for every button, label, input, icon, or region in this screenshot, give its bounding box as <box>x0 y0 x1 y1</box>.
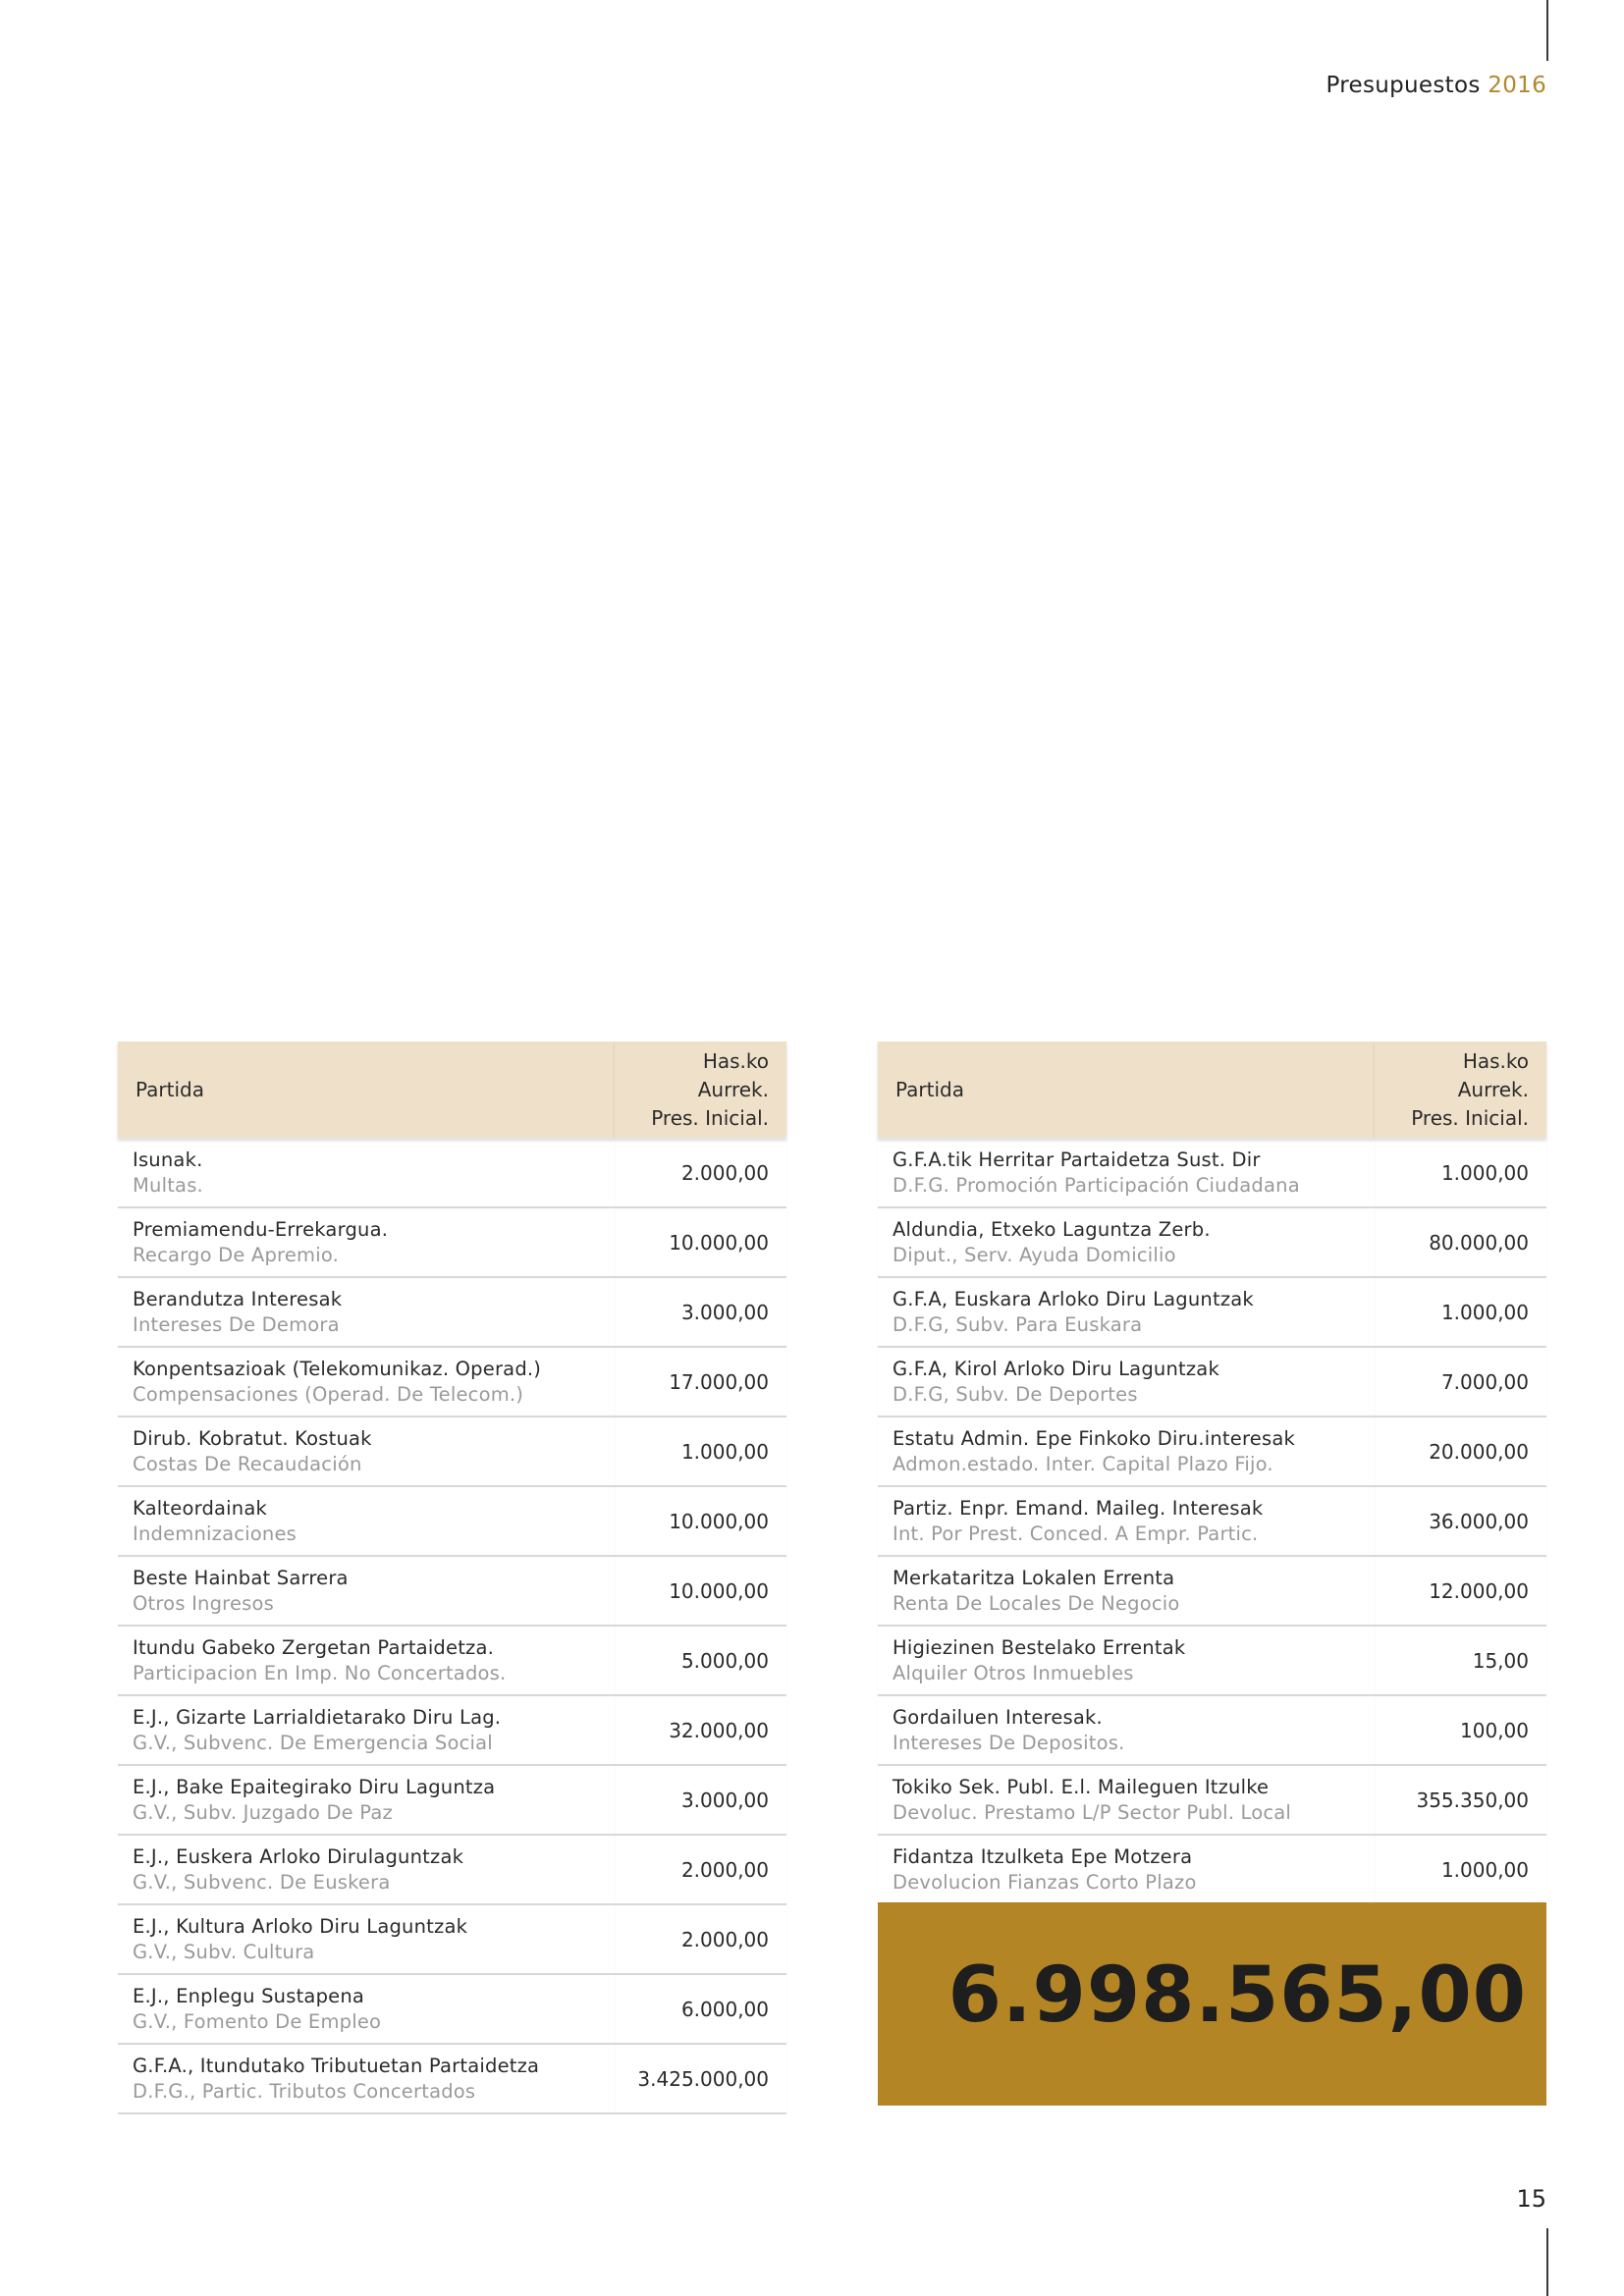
row-label-spanish: D.F.G. Promoción Participación Ciudadana <box>893 1173 1300 1197</box>
row-amount: 12.000,00 <box>1375 1556 1546 1626</box>
row-label-basque: Beste Hainbat Sarrera <box>133 1566 349 1589</box>
column-header-amount-es: Pres. Inicial. <box>1411 1105 1529 1130</box>
page-header-title <box>1326 73 1546 98</box>
column-header-amount-eu: Has.ko Aurrek. <box>697 1048 769 1101</box>
row-partida-cell <box>118 1207 615 1277</box>
total-box <box>878 1902 1546 2106</box>
row-label-basque: E.J., Gizarte Larrialdietarako Diru Lag. <box>133 1705 502 1729</box>
row-amount: 5.000,00 <box>615 1626 786 1695</box>
row-label-basque: E.J., Euskera Arloko Dirulaguntzak <box>133 1844 464 1868</box>
row-amount: 15,00 <box>1375 1626 1546 1695</box>
table-row <box>118 1556 786 1626</box>
row-amount: 3.000,00 <box>615 1277 786 1347</box>
left-table-body <box>118 1139 786 2114</box>
row-amount: 1.000,00 <box>1375 1835 1546 1904</box>
row-partida-cell <box>118 1904 615 1974</box>
row-amount: 1.000,00 <box>615 1416 786 1486</box>
row-label-spanish: Compensaciones (Operad. De Telecom.) <box>133 1382 524 1406</box>
table-row <box>118 1207 786 1277</box>
table-row <box>878 1139 1546 1208</box>
table-row <box>118 1139 786 1208</box>
table-row <box>878 1835 1546 1904</box>
row-label-basque: Berandutza Interesak <box>133 1287 343 1310</box>
column-header-partida: Partida <box>118 1041 615 1139</box>
row-label-basque: Fidantza Itzulketa Epe Motzera <box>893 1844 1193 1868</box>
table-row <box>118 1974 786 2044</box>
row-label-basque: Kalteordainak <box>133 1496 268 1520</box>
table-row <box>878 1765 1546 1835</box>
total-value: 6.998.565,00 <box>947 1951 1527 2040</box>
row-partida-cell <box>118 1139 615 1208</box>
row-partida-cell <box>118 1277 615 1347</box>
row-label-spanish: Costas De Recaudación <box>133 1452 362 1475</box>
row-label-spanish: Multas. <box>133 1173 203 1197</box>
row-label-spanish: G.V., Subv. Cultura <box>133 1940 315 1963</box>
row-label-basque: Premiamendu-Errekargua. <box>133 1217 389 1241</box>
table-row <box>118 1835 786 1904</box>
row-label-basque: Aldundia, Etxeko Laguntza Zerb. <box>893 1217 1211 1241</box>
row-label-spanish: Recargo De Apremio. <box>133 1243 340 1266</box>
row-amount: 1.000,00 <box>1375 1277 1546 1347</box>
column-header-amount <box>1375 1041 1546 1139</box>
column-header-amount <box>615 1041 786 1139</box>
row-label-basque: Isunak. <box>133 1148 203 1171</box>
row-label-basque: Itundu Gabeko Zergetan Partaidetza. <box>133 1635 495 1659</box>
row-label-spanish: D.F.G., Partic. Tributos Concertados <box>133 2079 476 2103</box>
row-amount: 10.000,00 <box>615 1207 786 1277</box>
table-row <box>118 1765 786 1835</box>
row-label-basque: Tokiko Sek. Publ. E.l. Maileguen Itzulke <box>893 1775 1270 1798</box>
row-amount: 17.000,00 <box>615 1347 786 1416</box>
table-row <box>878 1695 1546 1765</box>
row-label-spanish: G.V., Fomento De Empleo <box>133 2009 382 2033</box>
row-label-spanish: Diput., Serv. Ayuda Domicilio <box>893 1243 1176 1266</box>
table-header-row <box>878 1041 1546 1139</box>
row-partida-cell <box>118 1695 615 1765</box>
row-label-spanish: Indemnizaciones <box>133 1522 298 1545</box>
table-header-row <box>118 1041 786 1139</box>
row-label-basque: E.J., Enplegu Sustapena <box>133 1984 365 2007</box>
row-partida-cell <box>118 1765 615 1835</box>
row-label-spanish: Int. Por Prest. Conced. A Empr. Partic. <box>893 1522 1259 1545</box>
table-row <box>878 1626 1546 1695</box>
row-label-spanish: Otros Ingresos <box>133 1591 274 1615</box>
bottom-vertical-rule <box>1546 2228 1548 2296</box>
column-header-amount-es: Pres. Inicial. <box>651 1105 769 1130</box>
header-year: 2016 <box>1488 73 1546 98</box>
row-label-basque: Partiz. Enpr. Emand. Maileg. Interesak <box>893 1496 1264 1520</box>
table-row <box>118 1277 786 1347</box>
table-row <box>118 1904 786 1974</box>
header-title-text: Presupuestos <box>1326 73 1481 98</box>
right-budget-table <box>878 1041 1546 1905</box>
row-amount: 6.000,00 <box>615 1974 786 2044</box>
row-label-basque: G.F.A.tik Herritar Partaidetza Sust. Dir <box>893 1148 1261 1171</box>
row-amount: 3.000,00 <box>615 1765 786 1835</box>
row-label-spanish: Admon.estado. Inter. Capital Plazo Fijo. <box>893 1452 1273 1475</box>
right-table-body <box>878 1139 1546 1905</box>
row-amount: 355.350,00 <box>1375 1765 1546 1835</box>
row-amount: 3.425.000,00 <box>615 2044 786 2113</box>
row-amount: 32.000,00 <box>615 1695 786 1765</box>
row-partida-cell <box>878 1416 1375 1486</box>
row-label-basque: G.F.A, Kirol Arloko Diru Laguntzak <box>893 1357 1219 1380</box>
row-label-spanish: Alquiler Otros Inmuebles <box>893 1661 1134 1684</box>
row-partida-cell <box>878 1207 1375 1277</box>
table-row <box>878 1347 1546 1416</box>
row-label-spanish: Renta De Locales De Negocio <box>893 1591 1180 1615</box>
table-row <box>878 1486 1546 1556</box>
row-partida-cell <box>118 1556 615 1626</box>
row-amount: 36.000,00 <box>1375 1486 1546 1556</box>
table-row <box>878 1416 1546 1486</box>
row-partida-cell <box>878 1139 1375 1208</box>
row-partida-cell <box>878 1695 1375 1765</box>
row-partida-cell <box>118 1626 615 1695</box>
row-partida-cell <box>878 1347 1375 1416</box>
row-label-spanish: D.F.G, Subv. De Deportes <box>893 1382 1138 1406</box>
row-label-basque: G.F.A., Itundutako Tributuetan Partaidetza <box>133 2054 540 2077</box>
column-header-partida: Partida <box>878 1041 1375 1139</box>
table-row <box>878 1277 1546 1347</box>
row-partida-cell <box>878 1626 1375 1695</box>
row-partida-cell <box>118 1974 615 2044</box>
table-row <box>118 2044 786 2113</box>
row-label-basque: E.J., Kultura Arloko Diru Laguntzak <box>133 1914 468 1938</box>
row-amount: 10.000,00 <box>615 1556 786 1626</box>
row-label-spanish: G.V., Subvenc. De Euskera <box>133 1870 391 1894</box>
row-amount: 100,00 <box>1375 1695 1546 1765</box>
row-partida-cell <box>878 1765 1375 1835</box>
table-row <box>878 1556 1546 1626</box>
row-amount: 1.000,00 <box>1375 1139 1546 1208</box>
row-label-spanish: Devolucion Fianzas Corto Plazo <box>893 1870 1197 1894</box>
row-label-spanish: Intereses De Depositos. <box>893 1731 1125 1754</box>
column-header-amount-eu: Has.ko Aurrek. <box>1457 1048 1529 1101</box>
row-label-spanish: D.F.G, Subv. Para Euskara <box>893 1312 1143 1336</box>
table-row <box>118 1486 786 1556</box>
page-number: 15 <box>1516 2185 1546 2213</box>
table-row <box>118 1416 786 1486</box>
row-label-spanish: Intereses De Demora <box>133 1312 340 1336</box>
row-partida-cell <box>118 2044 615 2113</box>
row-partida-cell <box>878 1277 1375 1347</box>
row-label-basque: Estatu Admin. Epe Finkoko Diru.interesak <box>893 1426 1295 1450</box>
row-partida-cell <box>118 1486 615 1556</box>
table-row <box>878 1207 1546 1277</box>
row-label-basque: Gordailuen Interesak. <box>893 1705 1103 1729</box>
row-amount: 2.000,00 <box>615 1904 786 1974</box>
row-partida-cell <box>878 1486 1375 1556</box>
row-amount: 10.000,00 <box>615 1486 786 1556</box>
row-partida-cell <box>118 1416 615 1486</box>
row-label-basque: Konpentsazioak (Telekomunikaz. Operad.) <box>133 1357 542 1380</box>
row-amount: 7.000,00 <box>1375 1347 1546 1416</box>
row-label-basque: Dirub. Kobratut. Kostuak <box>133 1426 372 1450</box>
row-partida-cell <box>118 1347 615 1416</box>
table-row <box>118 1347 786 1416</box>
row-label-spanish: G.V., Subv. Juzgado De Paz <box>133 1800 393 1824</box>
row-partida-cell <box>878 1556 1375 1626</box>
row-label-spanish: G.V., Subvenc. De Emergencia Social <box>133 1731 493 1754</box>
row-label-basque: Higiezinen Bestelako Errentak <box>893 1635 1186 1659</box>
row-amount: 80.000,00 <box>1375 1207 1546 1277</box>
row-partida-cell <box>878 1835 1375 1904</box>
table-row <box>118 1626 786 1695</box>
row-amount: 2.000,00 <box>615 1835 786 1904</box>
left-budget-table <box>118 1041 786 2114</box>
row-label-spanish: Participacion En Imp. No Concertados. <box>133 1661 507 1684</box>
row-label-basque: Merkataritza Lokalen Errenta <box>893 1566 1175 1589</box>
table-row <box>118 1695 786 1765</box>
row-amount: 2.000,00 <box>615 1139 786 1208</box>
row-label-basque: G.F.A, Euskara Arloko Diru Laguntzak <box>893 1287 1254 1310</box>
row-partida-cell <box>118 1835 615 1904</box>
top-vertical-rule <box>1546 0 1548 61</box>
row-label-spanish: Devoluc. Prestamo L/P Sector Publ. Local <box>893 1800 1292 1824</box>
row-label-basque: E.J., Bake Epaitegirako Diru Laguntza <box>133 1775 496 1798</box>
row-amount: 20.000,00 <box>1375 1416 1546 1486</box>
